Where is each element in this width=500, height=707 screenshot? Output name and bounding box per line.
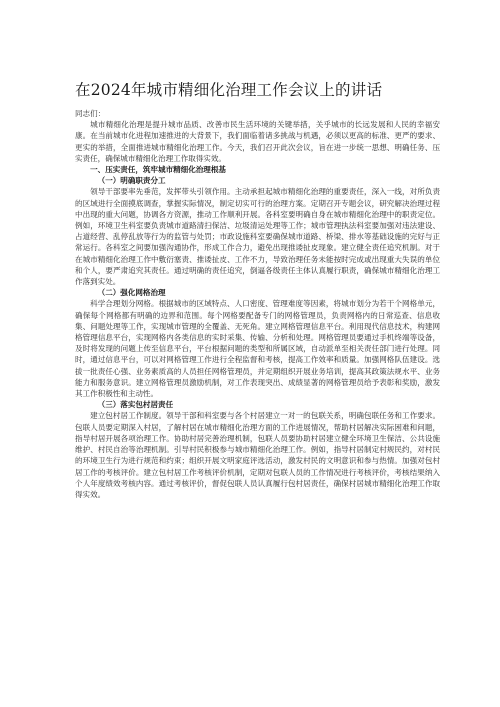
document-title: 在2024年城市精细化治理工作会议上的讲话 xyxy=(75,81,383,99)
salutation: 同志们： xyxy=(75,109,106,118)
subsection-paragraph-3: 建立包村居工作制度。领导干部和科室要与各个村居建立一对一的包联关系，明确包联任务和工作要求。包联人员要定期深入村居，了解村居在城市精细化治理方面的工作进展情况，帮助村居解决实际困难和问题，指导村居开展各项治理工作。协助村居完善治理机制，包联人员要协助村居建立健全环境卫生保洁、公共设施维护、村民自治等治理机制。引导村民积极参与城市精细化治理工作。例如，指导村居制定村规民约，对村民的环境卫生行为进行规范和约束；组织开展文明家庭评选活动，激发村民的文明意识和参与热情。加强对包村居工作的考核评价。建立包村居工作考核评价机制，定期对包联人员的工作情况进行考核评价，考核结果纳入个人年度绩效考核内容。通过考核评价，督促包联人员认真履行包村居责任，确保村居城市精细化治理工作取得实效。 xyxy=(75,411,440,499)
section-heading-1: 一、压实责任，筑牢城市精细化治理根基 xyxy=(90,165,226,175)
document-body xyxy=(75,108,440,500)
intro-paragraph: 城市精细化治理是提升城市品质、改善市民生活环境的关键举措，关乎城市的长远发展和人民的幸福安康。在当前城市化进程加速推进的大背景下，我们面临着诸多挑战与机遇，必须以更高的标准、更严的要求、更实的举措，全面推进城市精细化治理工作。今天，我们召开此次会议，旨在进一步统一思想、明确任务、压实责任，确保城市精细化治理工作取得实效。 xyxy=(75,120,440,163)
subsection-paragraph-2: 科学合理划分网格。根据城市的区域特点、人口密度、管理难度等因素，将城市划分为若干个网格单元，确保每个网格都有明确的边界和范围。每个网格要配备专门的网格管理员，负责网格内的日常巡查、信息收集、问题处理等工作，实现城市管理的全覆盖、无死角。建立网格管理信息平台。利用现代信息技术，构建网格管理信息平台，实现网格内各类信息的实时采集、传输、分析和处理。网格管理员要通过手机终端等设备，及时将发现的问题上传至信息平台，平台根据问题的类型和所属区域，自动派单至相关责任部门进行处理。同时，通过信息平台，可以对网格管理工作进行全程监督和考核，提高工作效率和质量。加强网格队伍建设。选拔一批责任心强、业务素质高的人员担任网格管理员，并定期组织开展业务培训，提高其政策法规水平、业务能力和服务意识。建立网格管理员激励机制，对工作表现突出、成绩显著的网格管理员给予表彰和奖励，激发其工作积极性和主动性。 xyxy=(75,299,440,399)
subsection-heading-1: （一）明确职责分工 xyxy=(97,176,166,186)
subsection-paragraph-1: 领导干部要率先垂范，发挥带头引领作用。主动承担起城市精细化治理的重要责任，深入一线，对所负责的区域进行全面摸底调查，掌握实际情况，制定切实可行的治理方案。定期召开专题会议，研究解决治理过程中出现的重大问题，协调各方资源，推动工作顺利开展。各科室要明确自身在城市精细化治理中的职责定位。例如，环境卫生科室要负责城市道路清扫保洁、垃圾清运处理等工作；城市管理执法科室要加强对违法建设、占道经营、乱停乱放等行为的监管与处罚；市政设施科室要确保城市道路、桥梁、排水等基础设施的完好与正常运行。各科室之间要加强沟通协作，形成工作合力，避免出现推诿扯皮现象。建立健全责任追究机制。对于在城市精细化治理工作中敷衍塞责、推诿扯皮、工作不力，导致治理任务未能按时完成或出现重大失误的单位和个人，要严肃追究其责任。通过明确的责任追究，倒逼各级责任主体认真履行职责，确保城市精细化治理工作落到实处。 xyxy=(75,187,440,287)
subsection-heading-3: （三）落实包村居责任 xyxy=(97,400,174,410)
subsection-heading-2: （二）强化网格治理 xyxy=(97,288,166,298)
